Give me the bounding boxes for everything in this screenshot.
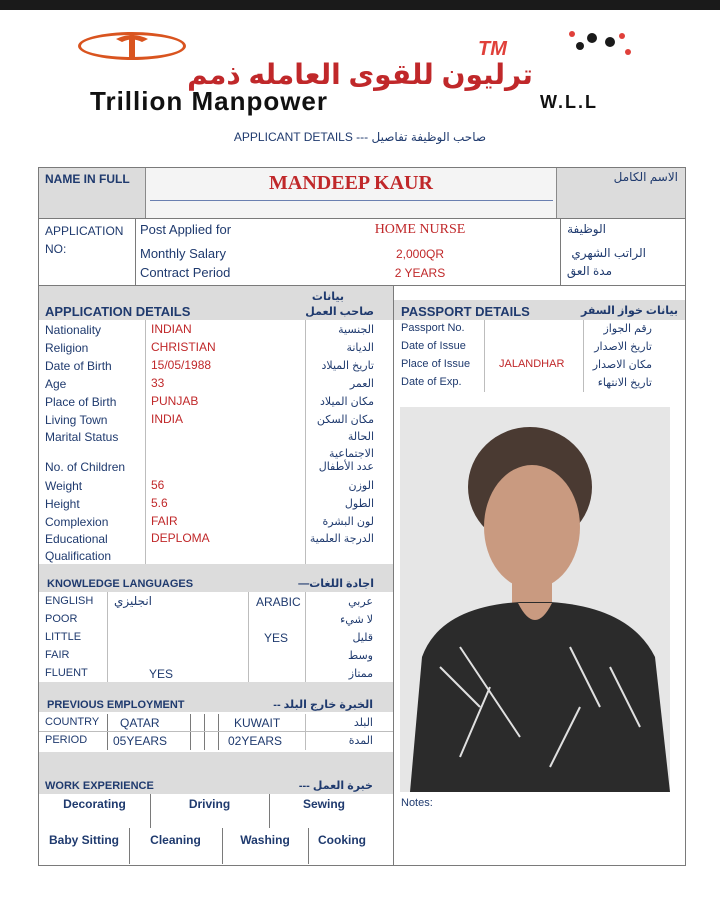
app-detail-label: Place of Birth — [45, 395, 117, 409]
employment-title-ar: الخبرة خارج البلد -- — [273, 699, 373, 711]
app-detail-label: Weight — [45, 479, 83, 493]
notes-label: Notes: — [401, 797, 433, 809]
app-detail-label: Complexion — [45, 515, 109, 529]
app-divider-1 — [135, 219, 136, 285]
app-detail-value: 33 — [151, 376, 165, 390]
contract-label: Contract Period — [140, 265, 231, 280]
employment-country-1: QATAR — [120, 716, 160, 730]
work-skill-cleaning: Cleaning — [150, 833, 201, 847]
app-divider-2 — [560, 219, 561, 285]
work-row2-col-2 — [222, 828, 223, 864]
logo-emblem-figure — [112, 33, 152, 59]
lang-arabic-header-ar: عربي — [348, 596, 373, 608]
salary-label: Monthly Salary — [140, 246, 226, 261]
employment-period-label: PERIOD — [45, 734, 88, 746]
app-detail-label-ar: الوزن — [348, 480, 374, 492]
applicant-name: MANDEEP KAUR — [269, 172, 433, 194]
tm-mark: TM — [478, 38, 507, 60]
company-name: Trillion Manpower — [90, 86, 329, 116]
app-detail-label-ar: الحالة الاجتماعية — [329, 431, 374, 460]
passport-title: PASSPORT DETAILS — [401, 304, 530, 319]
lang-level-ar: ممتاز — [348, 668, 373, 680]
work-row2-col-3 — [308, 828, 309, 864]
contract-ar: مدة العق — [566, 264, 612, 278]
app-detail-label: Religion — [45, 341, 89, 355]
app-detail-label: Marital Status — [45, 430, 119, 444]
employment-country-label: COUNTRY — [45, 716, 100, 728]
app-detail-label-ar: العمر — [349, 378, 374, 390]
work-skill-sewing: Sewing — [302, 797, 345, 811]
app-detail-value: PUNJAB — [151, 394, 199, 408]
work-skill-washing: Washing — [240, 833, 290, 847]
app-detail-label-ar: لون البشرة — [322, 516, 374, 528]
passport-col-1 — [484, 320, 485, 392]
passport-label: Place of Issue — [401, 358, 471, 370]
page-title: APPLICANT DETAILS --- صاحب الوظيفة تفاصيل — [233, 130, 487, 144]
app-detail-value: FAIR — [151, 514, 178, 528]
emp-row-divider — [39, 731, 393, 732]
name-label-ar: الاسم الكامل — [613, 170, 678, 184]
panel-divider — [393, 286, 394, 866]
employment-country-2: KUWAIT — [234, 716, 281, 730]
work-skill-cooking: Cooking — [318, 833, 366, 847]
work-row1-col-1 — [150, 794, 151, 828]
app-detail-label-ar: الديانة — [346, 342, 374, 354]
passport-col-2 — [583, 320, 584, 392]
app-details-title: APPLICATION DETAILS — [45, 304, 191, 319]
passport-label-ar: مكان الاصدار — [592, 359, 652, 371]
app-details-title-ar-1: بيانات — [311, 291, 344, 303]
passport-title-ar: بيانات خواز السفر — [581, 305, 678, 317]
passport-label-ar: رقم الجواز — [603, 323, 652, 335]
application-no-label: APPLICATION NO: — [45, 224, 124, 256]
lang-col-1 — [107, 592, 108, 682]
emp-col-2 — [190, 714, 191, 750]
employment-title: PREVIOUS EMPLOYMENT — [47, 699, 185, 711]
lang-level-ar: لا شيء — [340, 614, 373, 626]
app-detail-label: Age — [45, 377, 67, 391]
lang-english-header: ENGLISH — [45, 595, 94, 607]
app-detail-label-ar: الدرجة العلمية — [309, 533, 374, 545]
passport-value: JALANDHAR — [499, 358, 565, 370]
lang-english-header-ar: انجليزي — [113, 594, 152, 608]
emp-col-5 — [305, 714, 306, 750]
app-detail-label-ar: مكان الميلاد — [319, 396, 374, 408]
lang-level-label: POOR — [45, 613, 78, 625]
lang-level-label: FAIR — [45, 649, 70, 661]
languages-title-ar: اجادة اللغات— — [298, 578, 374, 590]
emp-col-1 — [107, 714, 108, 750]
work-title-ar: خبرة العمل --- — [298, 780, 373, 792]
work-skill-baby-sitting: Baby Sitting — [48, 833, 119, 847]
name-label: NAME IN FULL — [45, 172, 130, 186]
applicant-photo — [400, 407, 670, 792]
lang-col-3 — [305, 592, 306, 682]
lang-level-label: LITTLE — [45, 631, 82, 643]
lang-col-2 — [248, 592, 249, 682]
passport-label: Passport No. — [401, 322, 465, 334]
work-row1-col-2 — [269, 794, 270, 828]
employment-period-2: 02YEARS — [228, 734, 283, 748]
lang-level-ar: وسط — [348, 650, 373, 662]
app-detail-label: Date of Birth — [45, 359, 112, 373]
app-detail-value: INDIAN — [151, 322, 192, 336]
app-detail-value: INDIA — [151, 412, 184, 426]
lang-level-label: FLUENT — [45, 667, 88, 679]
languages-title: KNOWLEDGE LANGUAGES — [47, 578, 194, 590]
app-detail-label: Educational Qualification — [45, 532, 112, 563]
app-detail-label-ar: الطول — [344, 498, 374, 510]
app-detail-value: CHRISTIAN — [151, 340, 216, 354]
app-detail-label: Height — [45, 497, 80, 511]
app-detail-label: Living Town — [45, 413, 108, 427]
app-detail-value: DEPLOMA — [151, 531, 210, 545]
app-detail-value: 5.6 — [151, 496, 168, 510]
company-name-arabic: ترليون للقوى العامله ذمم — [187, 59, 533, 90]
passport-label-ar: تاريخ الاصدار — [594, 341, 652, 353]
app-details-col-1 — [145, 320, 146, 564]
post-applied-value: HOME NURSE — [374, 222, 466, 237]
passport-label: Date of Issue — [401, 340, 466, 352]
lang-arabic-header: ARABIC — [256, 595, 301, 609]
emp-col-3 — [204, 714, 205, 750]
app-detail-label-ar: الجنسية — [338, 324, 374, 336]
app-detail-value: 15/05/1988 — [151, 358, 212, 372]
work-skill-driving: Driving — [188, 797, 231, 811]
frame-bottom — [38, 865, 686, 866]
app-detail-label-ar: عدد الأطفال — [318, 461, 374, 473]
salary-ar: الراتب الشهري — [571, 246, 646, 260]
tm-mark-graphic — [552, 28, 636, 58]
app-detail-value: 56 — [151, 478, 165, 492]
work-skill-decorating: Decorating — [63, 797, 126, 811]
app-details-title-ar-2: صاحب العمل — [305, 306, 374, 318]
passport-label-ar: تاريخ الانتهاء — [597, 377, 652, 389]
name-underline — [150, 200, 553, 201]
app-detail-label-ar: مكان السكن — [316, 414, 374, 426]
employment-period-1: 05YEARS — [113, 734, 168, 748]
employment-period-ar: المدة — [348, 735, 373, 747]
lang-arabic-value: YES — [264, 631, 289, 645]
work-title: WORK EXPERIENCE — [45, 780, 154, 792]
post-applied-label: Post Applied for — [140, 222, 232, 237]
app-detail-label: No. of Children — [45, 460, 126, 474]
lang-level-ar: قليل — [352, 632, 373, 644]
post-applied-ar: الوظيفة — [567, 222, 606, 236]
contract-value: 2 YEARS — [394, 266, 446, 280]
top-bar — [0, 0, 720, 10]
company-suffix: W.L.L — [540, 92, 598, 112]
frame-right — [685, 167, 686, 866]
passport-label: Date of Exp. — [401, 376, 462, 388]
work-row2-col-1 — [129, 828, 130, 864]
salary-value: 2,000QR — [395, 247, 445, 261]
emp-col-4 — [218, 714, 219, 750]
employment-country-ar: البلد — [353, 717, 373, 729]
app-detail-label-ar: تاريخ الميلاد — [321, 360, 374, 372]
app-detail-label: Nationality — [45, 323, 102, 337]
lang-english-value: YES — [149, 667, 174, 681]
